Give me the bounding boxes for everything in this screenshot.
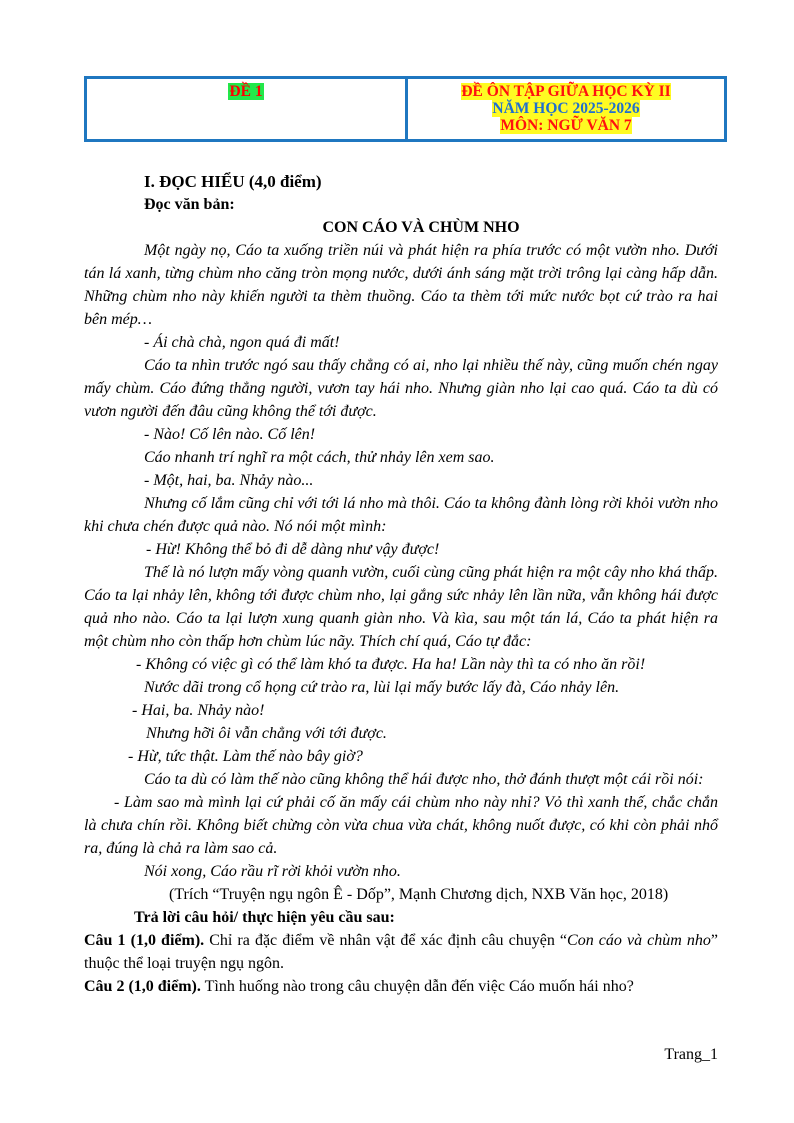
question-2 xyxy=(84,975,718,998)
read-label: Đọc văn bản: xyxy=(144,196,235,213)
paragraph: - Một, hai, ba. Nhảy nào... xyxy=(144,472,314,489)
paragraph: Nhưng hỡi ôi vẫn chẳng với tới được. xyxy=(146,725,387,742)
paragraph: Cáo ta dù có làm thế nào cũng không thể hái được nho, thở đánh thượt một cái rồi nói: xyxy=(144,771,704,788)
paragraph: - Ái chà chà, ngon quá đi mất! xyxy=(144,334,340,351)
school-year: NĂM HỌC 2025-2026 xyxy=(492,100,640,117)
question-1 xyxy=(84,929,718,975)
paragraph: - Làm sao mà mình lại cứ phải cố ăn mấy cái chùm nho này nhỉ? Vỏ thì xanh thế, chắc chắn là chưa chín rồi. Không biết chừng còn vừa chua vừa chát, không nuốt được, có khi còn phải nhổ ra, đúng là chả ra làm sao cả. xyxy=(84,794,718,857)
document-body xyxy=(84,170,718,998)
paragraph: Nhưng cố lắm cũng chỉ với tới lá nho mà thôi. Cáo ta không đành lòng rời khỏi vườn nho khi chưa chén được quả nào. Nó nói một mình: xyxy=(84,495,718,535)
paragraph: - Nào! Cố lên nào. Cố lên! xyxy=(144,426,316,443)
header-left-cell xyxy=(87,79,408,139)
question-1-text: Chỉ ra đặc điểm về nhân vật để xác định câu chuyện “ xyxy=(204,932,568,949)
paragraph: Cáo nhanh trí nghĩ ra một cách, thử nhảy lên xem sao. xyxy=(144,449,495,466)
exam-number: ĐỀ 1 xyxy=(229,83,263,100)
question-2-text: Tình huống nào trong câu chuyện dẫn đến việc Cáo muốn hái nho? xyxy=(200,978,634,995)
question-2-label: Câu 2 (1,0 điểm). xyxy=(84,978,201,995)
story-title: CON CÁO VÀ CHÙM NHO xyxy=(322,219,520,236)
header-table xyxy=(84,76,727,142)
exam-title: ĐỀ ÔN TẬP GIỮA HỌC KỲ II xyxy=(461,83,671,100)
paragraph: - Không có việc gì có thể làm khó ta được. Ha ha! Lần này thì ta có nho ăn rồi! xyxy=(136,656,646,673)
question-1-text-after: ” thuộc thể loại truyện ngụ ngôn. xyxy=(84,932,718,972)
paragraph: - Hừ, tức thật. Làm thế nào bây giờ? xyxy=(128,748,363,765)
question-1-label: Câu 1 (1,0 điểm). xyxy=(84,932,205,949)
header-right-cell xyxy=(408,79,724,139)
paragraph: Nói xong, Cáo rầu rĩ rời khỏi vườn nho. xyxy=(144,863,401,880)
subject: MÔN: NGỮ VĂN 7 xyxy=(500,117,632,134)
instruction: Trả lời câu hỏi/ thực hiện yêu cầu sau: xyxy=(134,909,395,926)
paragraph: Nước dãi trong cổ họng cứ trào ra, lùi lại mấy bước lấy đà, Cáo nhảy lên. xyxy=(144,679,620,696)
question-1-italic: Con cáo và chùm nho xyxy=(567,932,711,949)
paragraph: - Hai, ba. Nhảy nào! xyxy=(132,702,265,719)
paragraph: Một ngày nọ, Cáo ta xuống triền núi và phát hiện ra phía trước có một vườn nho. Dưới tán lá xanh, từng chùm nho căng tròn mọng nước, dưới ánh sáng mặt trời trông lại càng hấp dẫn. Những chùm nho này khiến người ta thèm thuồng. Cáo ta thèm tới mức nước bọt cứ trào ra hai bên mép… xyxy=(84,242,718,328)
paragraph: - Hừ! Không thể bỏ đi dễ dàng như vậy được! xyxy=(146,541,440,558)
page-number: Trang_1 xyxy=(664,1046,718,1063)
paragraph: Cáo ta nhìn trước ngó sau thấy chẳng có ai, nho lại nhiều thế này, cũng muốn chén ngay mấy chùm. Cáo đứng thẳng người, vươn tay hái nho. Nhưng giàn nho lại cao quá. Cáo ta dù có vươn người đến đâu cũng không thể tới được. xyxy=(84,357,718,420)
section-title: I. ĐỌC HIỂU (4,0 điểm) xyxy=(144,172,322,191)
source-citation: (Trích “Truyện ngụ ngôn Ê - Dốp”, Mạnh Chương dịch, NXB Văn học, 2018) xyxy=(169,886,669,903)
paragraph: Thế là nó lượn mấy vòng quanh vườn, cuối cùng cũng phát hiện ra một cây nho khá thấp. Cáo ta lại nhảy lên, không tới được chùm nho, lại gắng sức nhảy lên lần nữa, vẫn không hái được quả nho nào. Cáo ta lại lượn xung quanh giàn nho. Và kìa, sau một tán lá, Cáo ta phát hiện ra một chùm nho còn thấp hơn chùm lúc nãy. Thích chí quá, Cáo tự đắc: xyxy=(84,564,718,650)
